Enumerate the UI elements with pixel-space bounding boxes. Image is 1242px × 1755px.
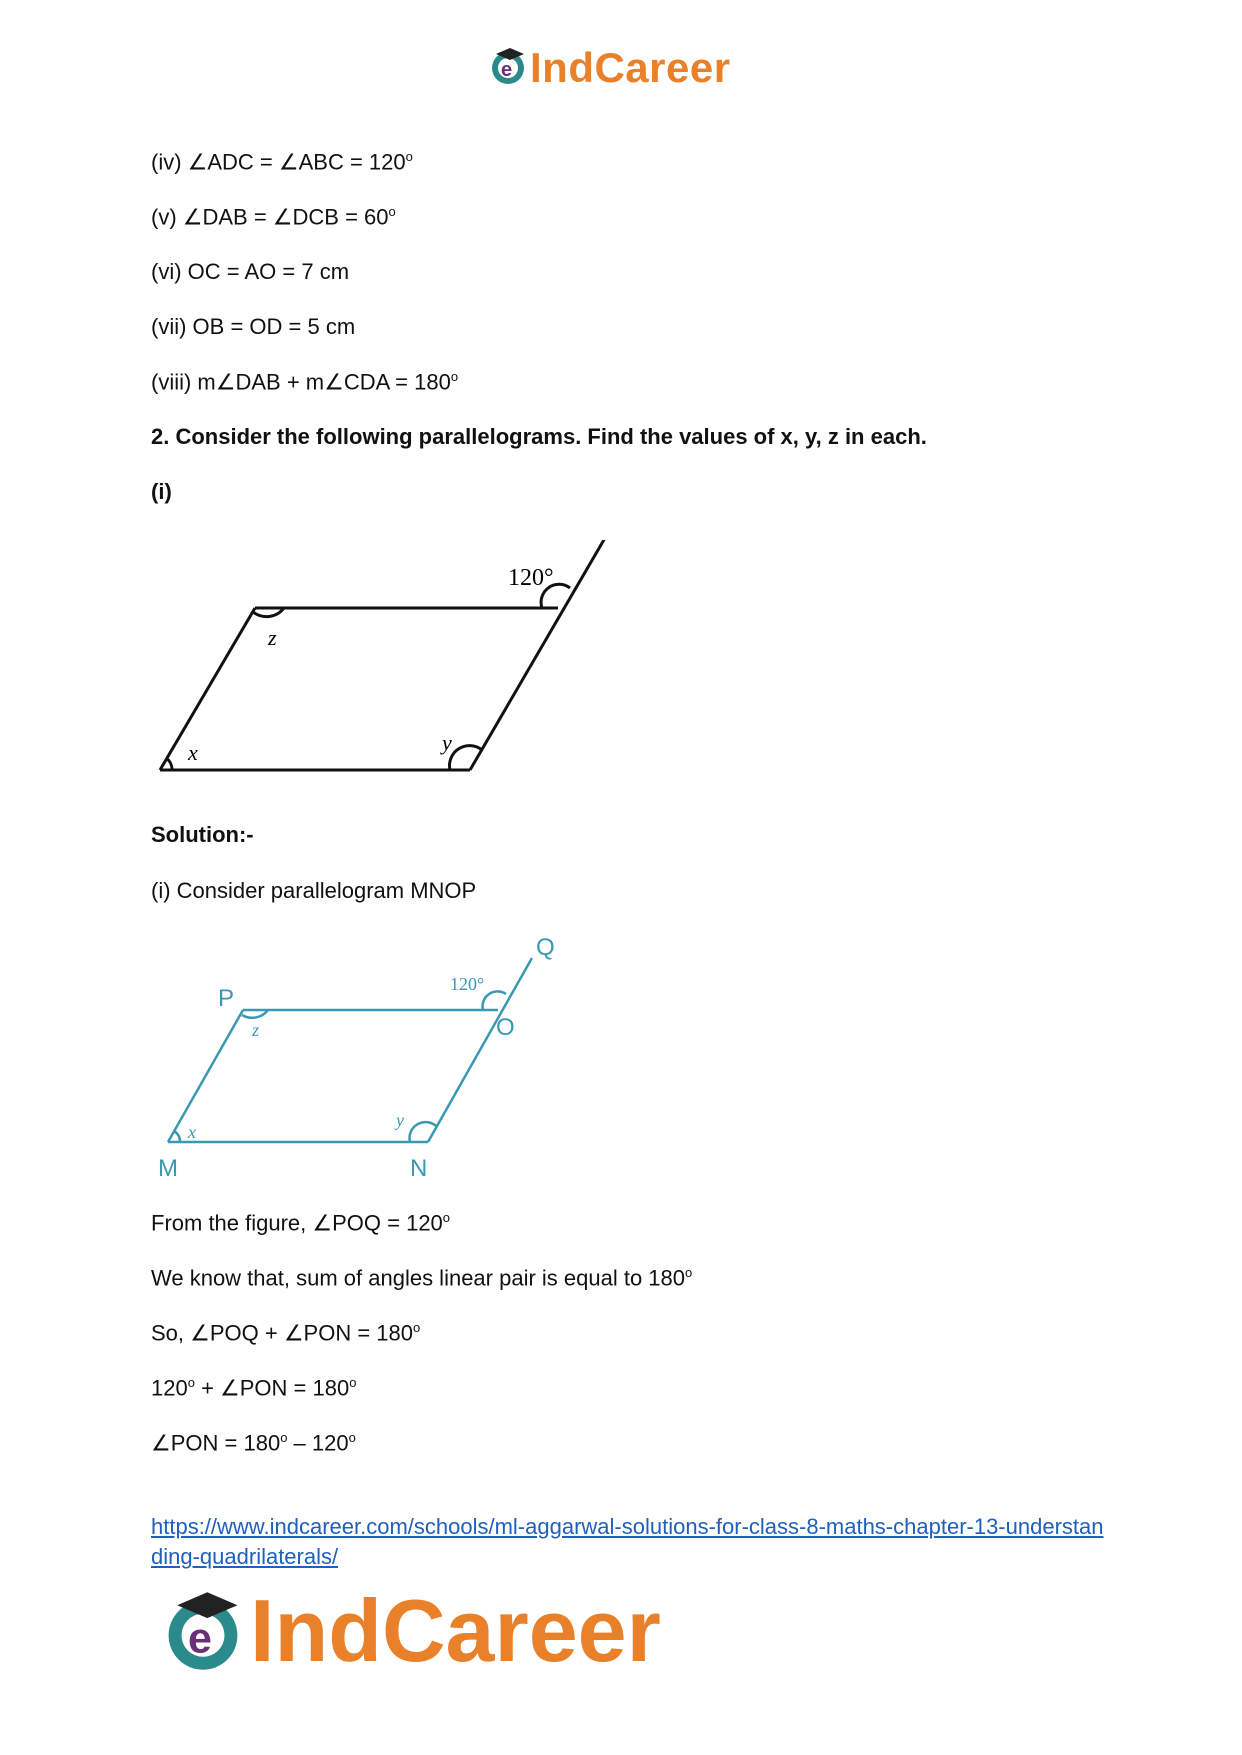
- solution-line-6: ∠PON = $180^o - 120^o$: [151, 1430, 356, 1456]
- fig2-vertex-O: O: [496, 1014, 515, 1041]
- solution-line-2: From the figure, ∠POQ = $120^o$: [151, 1210, 451, 1236]
- parallelogram-figure-2: [150, 930, 570, 1185]
- solution-line-4: So, ∠POQ + ∠PON = $180^o$: [151, 1320, 421, 1346]
- svg-text:e: e: [187, 1614, 212, 1663]
- solution-line-3: We know that, sum of angles linear pair is equal to 180$^o$: [151, 1265, 693, 1291]
- footer-logo: [160, 1580, 720, 1690]
- fig1-label-x: x: [188, 740, 198, 765]
- parallelogram-figure-1: [150, 540, 630, 790]
- answer-vii: (vii) OB = OD = 5 cm: [151, 314, 356, 339]
- fig2-label-z: z: [252, 1020, 260, 1040]
- logo-wordmark: IndCareer: [250, 1581, 661, 1680]
- logo-wordmark: IndCareer: [530, 44, 731, 91]
- fig2-label-x: x: [188, 1122, 196, 1142]
- fig1-arc-x: [166, 758, 172, 770]
- globe-graduation-icon: [160, 1588, 246, 1674]
- answer-iv: (iv) ∠ADC = ∠ABC = $120^o$: [151, 149, 413, 175]
- fig2-arc-x: [174, 1131, 180, 1142]
- answer-viii: (viii) m∠DAB + m∠CDA = $180^o$: [151, 369, 459, 395]
- question-2: 2. Consider the following parallelograms. Find the values of x, y, z in each.: [151, 424, 927, 449]
- part-i-label: (i): [151, 479, 172, 504]
- fig2-label-y: y: [396, 1110, 404, 1130]
- fig2-side-MP: [168, 1010, 243, 1142]
- solution-heading: Solution:-: [151, 822, 254, 847]
- source-link[interactable]: https://www.indcareer.com/schools/ml-aggarwal-solutions-for-class-8-maths-chapter-13-understanding-quadrilaterals/: [151, 1514, 1104, 1569]
- fig1-left-side: [160, 608, 255, 770]
- fig2-angle-120: 120°: [450, 974, 485, 994]
- answer-v: (v) ∠DAB = ∠DCB = $60^o$: [151, 204, 396, 230]
- fig2-vertex-N: N: [410, 1155, 428, 1182]
- svg-text:e: e: [501, 59, 513, 81]
- fig2-arc-y: [410, 1122, 436, 1142]
- fig2-vertex-M: M: [158, 1155, 178, 1182]
- fig1-label-z: z: [268, 625, 277, 650]
- globe-graduation-icon: [488, 46, 528, 86]
- fig1-angle-120: 120°: [508, 565, 554, 591]
- fig1-label-y: y: [442, 730, 452, 755]
- header-logo: [488, 44, 768, 94]
- solution-line-5: $120^o$ + ∠PON = $180^o$: [151, 1375, 357, 1401]
- fig2-vertex-P: P: [218, 985, 235, 1012]
- fig2-vertex-Q: Q: [536, 934, 555, 961]
- fig2-arc-120: [483, 991, 506, 1010]
- answer-vi: (vi) OC = AO = 7 cm: [151, 259, 350, 284]
- solution-line-1: (i) Consider parallelogram MNOP: [151, 878, 477, 903]
